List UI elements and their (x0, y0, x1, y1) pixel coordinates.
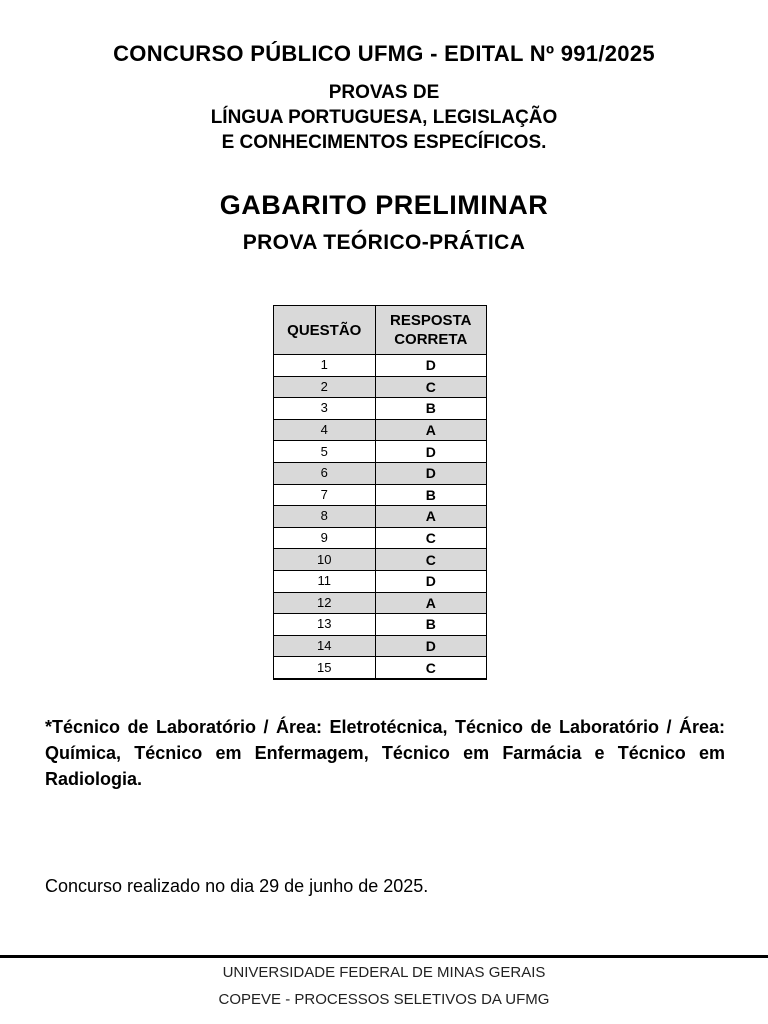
table-header-row (274, 306, 487, 355)
table-row (274, 398, 487, 420)
footer-divider (0, 955, 768, 958)
table-row (274, 614, 487, 636)
exam-date-text: Concurso realizado no dia 29 de junho de 2025. (45, 876, 429, 896)
question-number: 7 (274, 484, 376, 506)
subtitle-line: PROVAS DE (328, 82, 440, 103)
page-title: CONCURSO PÚBLICO UFMG - EDITAL Nº 991/2025 (113, 41, 655, 66)
correct-answer: B (375, 398, 486, 420)
question-number: 1 (274, 355, 376, 377)
correct-answer: C (375, 549, 486, 571)
footer-department: COPEVE - PROCESSOS SELETIVOS DA UFMG (218, 991, 550, 1008)
correct-answer: C (375, 657, 486, 679)
column-header-answer-line: RESPOSTA (390, 312, 472, 329)
correct-answer: B (375, 614, 486, 636)
column-header-question: QUESTÃO (274, 306, 376, 355)
table-row (274, 376, 487, 398)
table-row (274, 441, 487, 463)
question-number: 5 (274, 441, 376, 463)
question-number: 3 (274, 398, 376, 420)
column-header-answer-line: CORRETA (394, 331, 468, 348)
question-number: 8 (274, 506, 376, 528)
footer-university: UNIVERSIDADE FEDERAL DE MINAS GERAIS (222, 964, 546, 981)
table-row (274, 419, 487, 441)
question-number: 11 (274, 570, 376, 592)
table-row (274, 527, 487, 549)
table-row (274, 506, 487, 528)
table-row (274, 484, 487, 506)
table-row (274, 355, 487, 377)
question-number: 9 (274, 527, 376, 549)
question-number: 12 (274, 592, 376, 614)
correct-answer: A (375, 592, 486, 614)
question-number: 2 (274, 376, 376, 398)
positions-note: *Técnico de Laboratório / Área: Eletrotécnica, Técnico de Laboratório / Área: Química, Técnico em Enfermagem, Técnico em Farmácia e Técnico em Radiologia. (45, 717, 725, 789)
table-row (274, 592, 487, 614)
footer (0, 959, 768, 1013)
correct-answer: C (375, 527, 486, 549)
subtitle-line: LÍNGUA PORTUGUESA, LEGISLAÇÃO (210, 107, 558, 128)
correct-answer: A (375, 506, 486, 528)
table-row (274, 635, 487, 657)
question-number: 6 (274, 462, 376, 484)
correct-answer: B (375, 484, 486, 506)
correct-answer: D (375, 635, 486, 657)
correct-answer: C (375, 376, 486, 398)
correct-answer: D (375, 441, 486, 463)
table-row (274, 657, 487, 679)
exam-subtitle (0, 80, 768, 155)
table-row (274, 549, 487, 571)
question-number: 14 (274, 635, 376, 657)
answer-key-table (273, 305, 487, 680)
correct-answer: D (375, 355, 486, 377)
subtitle-line: E CONHECIMENTOS ESPECÍFICOS. (221, 132, 547, 153)
correct-answer: D (375, 570, 486, 592)
column-header-answer (375, 306, 486, 355)
question-number: 15 (274, 657, 376, 679)
table-row (274, 462, 487, 484)
correct-answer: D (375, 462, 486, 484)
question-number: 4 (274, 419, 376, 441)
correct-answer: A (375, 419, 486, 441)
question-number: 13 (274, 614, 376, 636)
question-number: 10 (274, 549, 376, 571)
gabarito-heading: GABARITO PRELIMINAR (219, 190, 549, 220)
table-row (274, 570, 487, 592)
prova-heading: PROVA TEÓRICO-PRÁTICA (242, 231, 526, 254)
